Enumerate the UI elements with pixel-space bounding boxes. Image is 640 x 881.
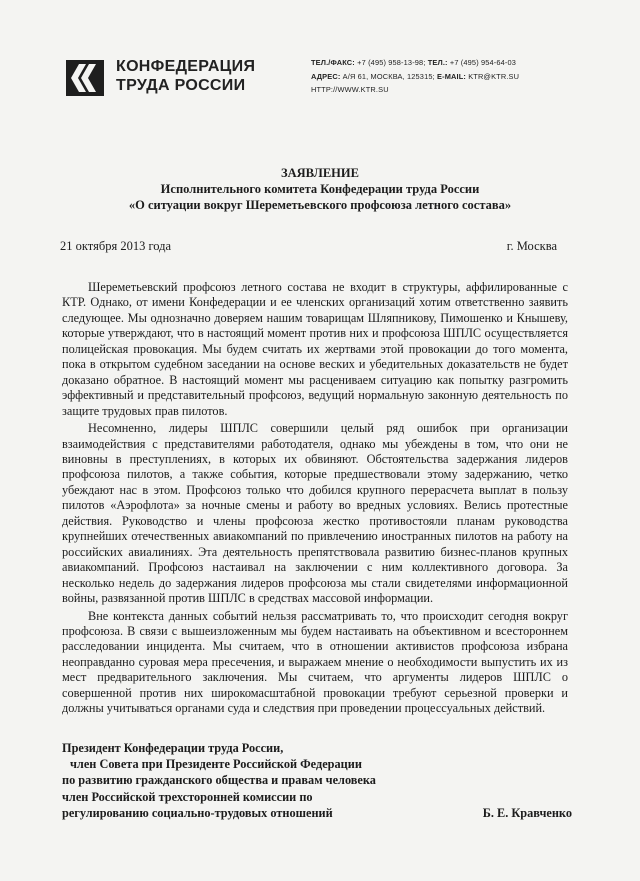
signer-title-line2: член Совета при Президенте Российской Федерации	[70, 757, 362, 772]
organization-name	[116, 57, 255, 95]
org-name-line2: ТРУДА РОССИИ	[116, 77, 246, 94]
phone-label: ТЕЛ.:	[427, 58, 448, 67]
statement-subject: «О ситуации вокруг Шереметьевского профсоюза летного состава»	[128, 198, 512, 212]
statement-body	[62, 280, 568, 717]
statement-heading: ЗАЯВЛЕНИЕ	[281, 166, 359, 180]
website-line: HTTP://WWW.KTR.SU	[311, 85, 389, 94]
document-date: 21 октября 2013 года	[60, 239, 172, 253]
signer-title-line5: регулированию социально-трудовых отношений	[62, 805, 333, 820]
statement-issuer: Исполнительного комитета Конфедерации труда России	[160, 182, 480, 196]
address-label: АДРЕС:	[311, 71, 341, 81]
phone-fax-value: +7 (495) 958-13-98;	[357, 58, 426, 67]
ktr-logo-icon	[66, 60, 104, 96]
document-city: г. Москва	[506, 239, 557, 253]
body-paragraph-2: Несомненно, лидеры ШПЛС совершили целый ряд ошибок при организации взаимодействия с представителями работодателя, однако мы убеждены в том, что они не виновны в преступлениях, в которых их обвиняют. Обстоятельства задержания лидеров профсоюза пилотов, а также события, которые предшествовали этому задержанию, четко убеждают нас в этом. Профсоюз только что добился крупного перерасчета выплат в пользу пилотов «Аэрофлота» за ночные смены и работу во вредных условиях. Велись протестные действия. Руководство и члены профсоюза жестко противостояли планам руководства крупнейших отечественных авиакомпаний по привлечению иностранных пилотов на работу на российских авиалиниях. Эта деятельность препятствовала развитию бизнес-планов крупных авиакомпаний. Профсоюз настаивал на заключении с ним коллективного договора. За несколько недель до задержания лидеров профсоюза мы стали свидетелями информационной войны, развязанной против ШПЛС в средствах массовой информации.	[62, 421, 568, 606]
address-value: А/Я 61, МОСКВА, 125315;	[342, 71, 435, 81]
signature-block	[62, 740, 572, 821]
signer-title-line1: Президент Конфедерации труда России,	[62, 741, 284, 755]
email-label: E-MAIL:	[437, 71, 466, 81]
contact-phone-line	[311, 56, 519, 70]
email-value: KTR@KTR.SU	[468, 71, 520, 81]
body-paragraph-3: Вне контекста данных событий нельзя рассматривать то, что происходит сегодня вокруг профсоюза. В связи с вышеизложенным мы будем настаивать на объективном и всестороннем расследовании инцидента. Мы считаем, что в отношении активистов профсоюза избрана неоправданно суровая мера пресечения, и выражаем мнение о необходимости выпустить их из мест предварительного заключения. Мы считаем, что аргументы лидеров ШПЛС о совершенной против них широкомасштабной провокации требуют серьезной проверки и должны учитываться органами суда и следствия при проведении процессуальных действий.	[62, 608, 568, 716]
signer-name: Б. Е. Кравченко	[482, 805, 572, 820]
phone-fax-label: ТЕЛ./ФАКС:	[311, 58, 355, 67]
org-name-line1: КОНФЕДЕРАЦИЯ	[116, 58, 256, 75]
contact-block	[311, 56, 519, 97]
statement-title	[60, 165, 580, 213]
phone-value: +7 (495) 954-64-03	[449, 58, 517, 67]
signer-title-line4: член Российской трехсторонней комиссии по	[62, 789, 313, 804]
signer-title-line3: по развитию гражданского общества и правам человека	[62, 773, 376, 788]
contact-address-line	[311, 70, 519, 84]
body-paragraph-1: Шереметьевский профсоюз летного состава не входит в структуры, аффилированные с КТР. Однако, от имени Конфедерации и ее членских организаций хотим ответственно заявить следующее. Мы однозначно доверяем нашим товарищам Шляпникову, Пимошенко и Кнышеву, которые утверждают, что в настоящий момент против них и профсоюза ШПЛС осуществляется полицейская провокация. Мы будем считать их жертвами этой провокации до того момента, пока в открытом судебном заседании на основе веских и убедительных доказательств не будет доказано обратное. В настоящий момент мы расцениваем ситуацию как попытку разгромить эффективный и представительный профсоюз, ведущий нормальную законную деятельность по защите трудовых прав пилотов.	[62, 280, 568, 418]
